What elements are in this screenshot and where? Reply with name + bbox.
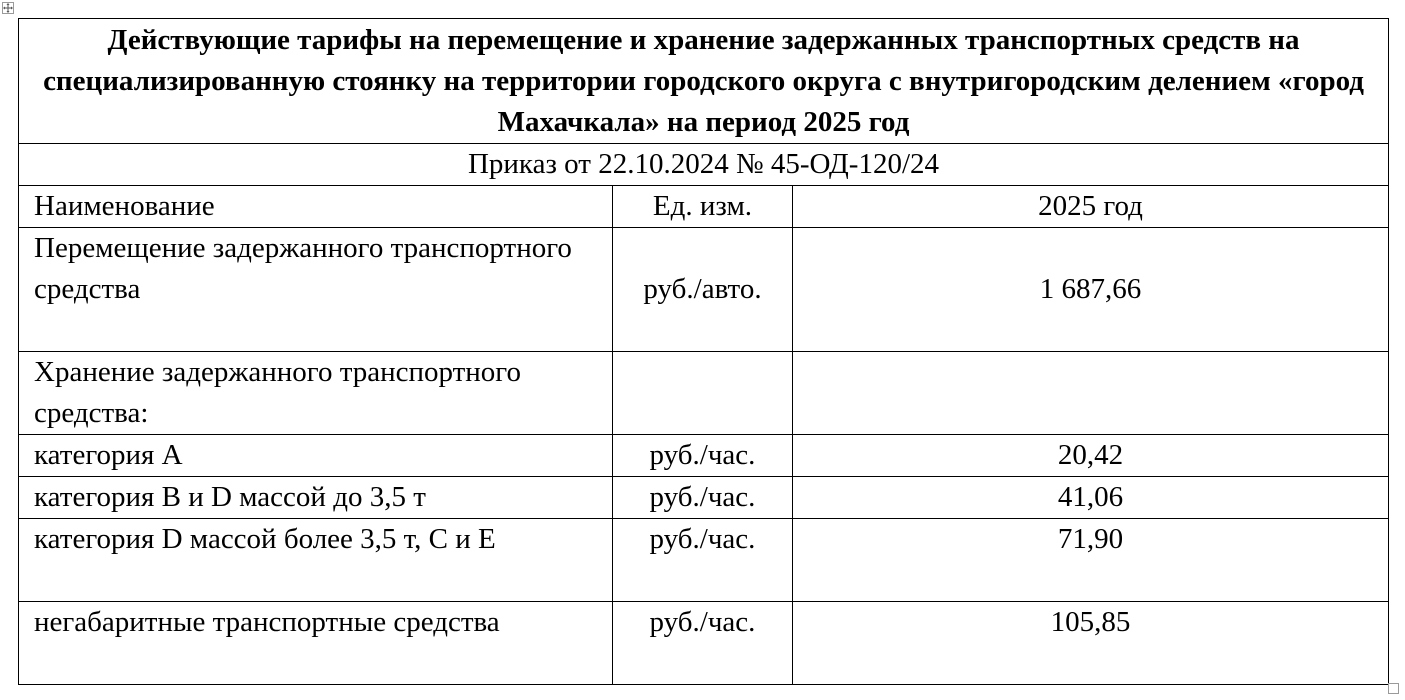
row-name: категория А (19, 435, 613, 477)
order-row (19, 144, 1389, 186)
table-row (19, 228, 1389, 352)
row-name: категория В и D массой до 3,5 т (19, 477, 613, 519)
row-unit: руб./час. (613, 519, 793, 602)
row-unit: руб./час. (613, 477, 793, 519)
row-value: 105,85 (793, 602, 1389, 685)
row-value: 41,06 (793, 477, 1389, 519)
row-value: 71,90 (793, 519, 1389, 602)
row-value: 20,42 (793, 435, 1389, 477)
row-value (793, 352, 1389, 435)
title-row (19, 19, 1389, 144)
row-unit: руб./авто. (613, 228, 793, 352)
table-resize-handle-icon[interactable] (1388, 683, 1399, 694)
tariffs-table (18, 18, 1389, 685)
row-name: негабаритные транспортные средства (19, 602, 613, 685)
table-move-icon[interactable] (2, 2, 14, 14)
row-name: Хранение задержанного транспортного средства: (19, 352, 613, 435)
header-unit: Ед. изм. (613, 186, 793, 228)
order-reference: Приказ от 22.10.2024 № 45-ОД-120/24 (19, 144, 1389, 186)
header-row (19, 186, 1389, 228)
table-row (19, 352, 1389, 435)
table-title: Действующие тарифы на перемещение и хранение задержанных транспортных средств на специализированную стоянку на территории городского округа с внутригородским делением «город Махачкала» на период 2025 год (19, 19, 1389, 144)
table-row (19, 602, 1389, 685)
header-name: Наименование (19, 186, 613, 228)
row-name: категория D массой более 3,5 т, С и Е (19, 519, 613, 602)
row-value: 1 687,66 (793, 228, 1389, 352)
row-unit: руб./час. (613, 435, 793, 477)
row-unit: руб./час. (613, 602, 793, 685)
row-unit (613, 352, 793, 435)
row-name: Перемещение задержанного транспортного средства (19, 228, 613, 352)
table-row (19, 435, 1389, 477)
table-row (19, 477, 1389, 519)
table-row (19, 519, 1389, 602)
header-year: 2025 год (793, 186, 1389, 228)
